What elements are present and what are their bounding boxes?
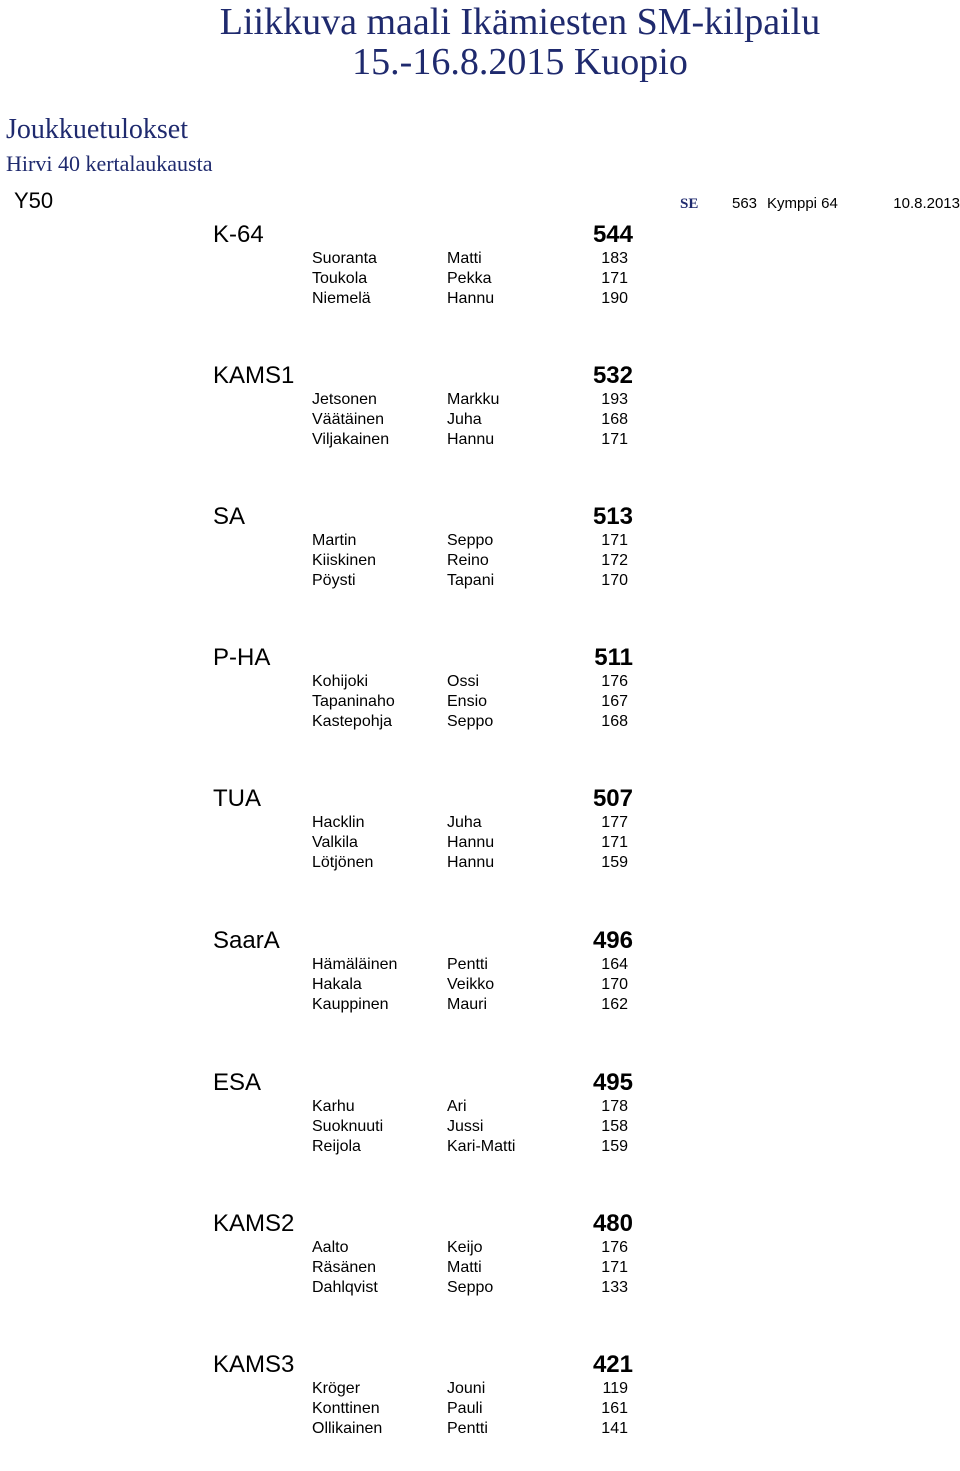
member-score: 168 — [601, 411, 628, 428]
record-date: 10.8.2013 — [893, 195, 960, 212]
member-row — [0, 1278, 960, 1298]
member-row — [0, 1137, 960, 1157]
member-score: 119 — [602, 1380, 628, 1397]
member-score: 158 — [601, 1118, 628, 1135]
member-last-name: Väätäinen — [312, 411, 385, 428]
member-score: 193 — [601, 391, 628, 408]
member-first-name: Hannu — [447, 290, 495, 307]
member-last-name: Tapaninaho — [312, 693, 395, 710]
member-score: 171 — [601, 1259, 628, 1276]
member-row — [0, 692, 960, 712]
member-last-name: Pöysti — [312, 572, 356, 589]
member-row — [0, 1399, 960, 1419]
member-last-name: Jetsonen — [312, 391, 377, 408]
member-row — [0, 975, 960, 995]
member-row — [0, 853, 960, 873]
member-row — [0, 1258, 960, 1278]
member-row — [0, 1419, 960, 1439]
member-score: 190 — [601, 290, 628, 307]
member-row — [0, 833, 960, 853]
member-first-name: Reino — [447, 552, 489, 569]
member-score: 170 — [601, 976, 628, 993]
member-first-name: Jouni — [447, 1380, 486, 1397]
member-first-name: Pauli — [447, 1400, 483, 1417]
member-last-name: Konttinen — [312, 1400, 380, 1417]
member-last-name: Kauppinen — [312, 996, 389, 1013]
member-last-name: Kastepohja — [312, 713, 393, 730]
member-last-name: Lötjönen — [312, 854, 374, 871]
member-score: 178 — [601, 1098, 628, 1115]
member-row — [0, 289, 960, 309]
member-row — [0, 712, 960, 732]
member-last-name: Kohijoki — [312, 673, 369, 690]
member-first-name: Jussi — [447, 1118, 484, 1135]
member-score: 159 — [601, 854, 628, 871]
member-row — [0, 551, 960, 571]
member-row — [0, 531, 960, 551]
member-row — [0, 995, 960, 1015]
team-total: 513 — [592, 503, 633, 530]
team-total: 495 — [592, 1069, 633, 1096]
member-first-name: Mauri — [447, 996, 488, 1013]
member-row — [0, 269, 960, 289]
member-first-name: Hannu — [447, 854, 495, 871]
team-name: K-64 — [213, 221, 264, 248]
member-first-name: Kari-Matti — [447, 1138, 516, 1155]
member-first-name: Veikko — [447, 976, 495, 993]
member-first-name: Markku — [447, 391, 500, 408]
member-first-name: Juha — [447, 814, 482, 831]
member-first-name: Tapani — [447, 572, 495, 589]
member-first-name: Seppo — [447, 532, 494, 549]
member-score: 159 — [601, 1138, 628, 1155]
member-row — [0, 672, 960, 692]
team-name: SaarA — [213, 927, 280, 954]
member-score: 183 — [601, 250, 628, 267]
member-score: 167 — [601, 693, 628, 710]
member-score: 162 — [601, 996, 628, 1013]
member-last-name: Suoranta — [312, 250, 377, 267]
member-first-name: Matti — [447, 1259, 482, 1276]
team-name: SA — [213, 503, 246, 530]
member-first-name: Seppo — [447, 713, 494, 730]
member-row — [0, 571, 960, 591]
member-row — [0, 813, 960, 833]
team-total: 507 — [592, 785, 633, 812]
page-subtitle-date-place: 15.-16.8.2015 Kuopio — [352, 41, 688, 83]
member-first-name: Pentti — [447, 956, 488, 973]
team-name: KAMS1 — [213, 362, 295, 389]
member-first-name: Pekka — [447, 270, 492, 287]
member-first-name: Keijo — [447, 1239, 483, 1256]
member-row — [0, 1117, 960, 1137]
member-last-name: Aalto — [312, 1239, 349, 1256]
team-total: 544 — [592, 221, 633, 248]
member-row — [0, 249, 960, 269]
event-heading: Hirvi 40 kertalaukausta — [6, 151, 213, 176]
team-block — [0, 503, 960, 623]
member-first-name: Pentti — [447, 1420, 488, 1437]
member-score: 164 — [601, 956, 628, 973]
member-score: 141 — [601, 1420, 628, 1437]
member-first-name: Hannu — [447, 834, 495, 851]
member-last-name: Hacklin — [312, 814, 365, 831]
member-last-name: Räsänen — [312, 1259, 377, 1276]
team-block — [0, 644, 960, 764]
member-score: 176 — [601, 673, 628, 690]
team-total: 480 — [592, 1210, 633, 1237]
member-last-name: Kiiskinen — [312, 552, 377, 569]
member-last-name: Karhu — [312, 1098, 355, 1115]
member-score: 168 — [601, 713, 628, 730]
member-row — [0, 1379, 960, 1399]
team-name: P-HA — [213, 644, 271, 671]
member-last-name: Ollikainen — [312, 1420, 383, 1437]
member-last-name: Niemelä — [312, 290, 371, 307]
team-name: KAMS3 — [213, 1351, 295, 1378]
team-total: 511 — [594, 644, 633, 671]
member-score: 161 — [601, 1400, 628, 1417]
member-last-name: Toukola — [312, 270, 368, 287]
team-block — [0, 785, 960, 905]
member-score: 133 — [601, 1279, 628, 1296]
member-last-name: Reijola — [312, 1138, 361, 1155]
team-name: KAMS2 — [213, 1210, 295, 1237]
member-last-name: Martin — [312, 532, 357, 549]
team-total: 532 — [592, 362, 633, 389]
member-first-name: Hannu — [447, 431, 495, 448]
member-first-name: Ensio — [447, 693, 488, 710]
member-score: 171 — [601, 834, 628, 851]
team-total: 421 — [592, 1351, 633, 1378]
member-last-name: Hämäläinen — [312, 956, 398, 973]
record-label: SE — [680, 196, 699, 212]
member-score: 171 — [601, 270, 628, 287]
member-row — [0, 955, 960, 975]
member-score: 171 — [601, 532, 628, 549]
record-holder: Kymppi 64 — [767, 195, 838, 212]
team-block — [0, 221, 960, 341]
team-total: 496 — [592, 927, 633, 954]
team-block — [0, 1351, 960, 1471]
results-type-heading: Joukkuetulokset — [6, 114, 188, 145]
member-last-name: Viljakainen — [312, 431, 390, 448]
member-score: 171 — [601, 431, 628, 448]
team-block — [0, 1210, 960, 1330]
member-row — [0, 390, 960, 410]
team-block — [0, 927, 960, 1047]
member-last-name: Valkila — [312, 834, 358, 851]
team-name: ESA — [213, 1069, 262, 1096]
member-score: 177 — [601, 814, 628, 831]
member-first-name: Seppo — [447, 1279, 494, 1296]
member-row — [0, 410, 960, 430]
member-first-name: Ari — [447, 1098, 467, 1115]
member-score: 170 — [601, 572, 628, 589]
member-first-name: Matti — [447, 250, 482, 267]
member-last-name: Kröger — [312, 1380, 361, 1397]
age-class-label: Y50 — [14, 188, 54, 213]
member-last-name: Suoknuuti — [312, 1118, 384, 1135]
member-row — [0, 1238, 960, 1258]
member-score: 172 — [601, 552, 628, 569]
member-first-name: Ossi — [447, 673, 479, 690]
member-last-name: Hakala — [312, 976, 362, 993]
page-title: Liikkuva maali Ikämiesten SM-kilpailu — [219, 1, 821, 43]
member-last-name: Dahlqvist — [312, 1279, 378, 1296]
record-score: 563 — [732, 195, 758, 212]
team-block — [0, 1069, 960, 1189]
member-row — [0, 430, 960, 450]
member-first-name: Juha — [447, 411, 482, 428]
team-name: TUA — [213, 785, 261, 812]
team-block — [0, 362, 960, 482]
member-row — [0, 1097, 960, 1117]
member-score: 176 — [601, 1239, 628, 1256]
